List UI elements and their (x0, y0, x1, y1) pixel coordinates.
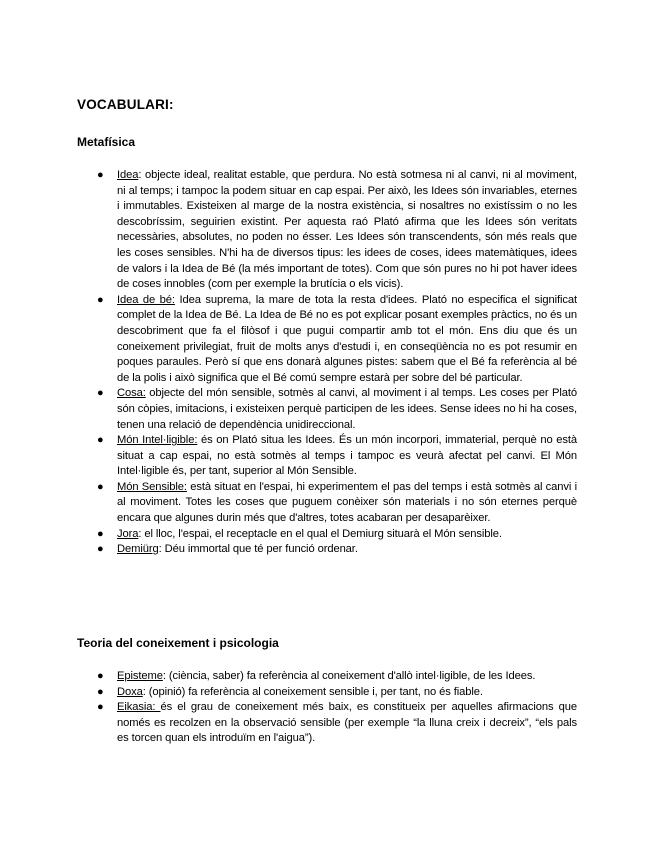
list-item (97, 669, 577, 685)
term: Episteme (117, 670, 163, 682)
list-item (97, 386, 577, 433)
definition: està situat en l'espai, hi experimentem el pas del temps i està sotmès al canvi i al moviment. Totes les coses que puguem conèixer són materials i no són eternes perquè encara que algunes durin més que d'altres, totes acabaran per desaparèixer. (117, 480, 577, 525)
definition: : objecte ideal, realitat estable, que perdura. No està sotmesa ni al canvi, ni al moviment, ni al temps; i tampoc la podem situar en cap espai. Per això, les Idees són invariables, eternes i immutables. Existeixen al marge de la nostra existència, si nosaltres no existíssim o no les descobríssim, seguirien existint. Per aquesta raó Plató afirma que les Idees són veritats necessàries, absolutes, no poden no ésser. Les Idees són transcendents, són més reals que les coses sensibles. N'hi ha de diversos tipus: les idees de coses, idees matemàtiques, idees de valors i la Idea de Bé (la més important de totes). Com que són pures no hi pot haver idees de coses innobles (com per exemple la brutícia o els vicis). (117, 169, 577, 291)
term: Demiürg (117, 543, 159, 556)
list-item (97, 433, 577, 480)
term: Cosa: (117, 387, 146, 400)
definition: : (ciència, saber) fa referència al coneixement d'allò intel·ligible, de les Idees. (162, 670, 536, 682)
definition: : (opinió) fa referència al coneixement sensible i, per tant, no és fiable. (142, 685, 483, 698)
term: Jora (117, 527, 139, 540)
document-title: VOCABULARI: (77, 97, 174, 112)
bullet-icon: ● (97, 293, 104, 306)
section-heading-coneixement: Teoria del coneixement i psicologia (77, 636, 279, 650)
bullet-icon: ● (97, 387, 104, 400)
bullet-icon: ● (97, 527, 104, 540)
bullet-icon: ● (97, 434, 104, 447)
list-item (97, 700, 577, 747)
list-item (97, 168, 577, 293)
list-item (97, 527, 577, 543)
definition: Idea suprema, la mare de tota la resta d'idees. Plató no especifica el significat complet de la Idea de Bé. La Idea de Bé no es pot explicar posant exemples pràctics, no és un descobriment que fa el filòsof i que pugui compartir amb tot el món. Ens diu que és un coneixement privilegiat, fruit de molts anys d'estudi i, en conseqüència no es pot resumir en poques paraules. Però sí que ens donarà algunes pistes: sabem que el Bé fa referència al bé de la polis i això significa que el Bé comú sempre estarà per sobre del bé particular. (117, 293, 577, 384)
list-item (97, 542, 577, 558)
definition: objecte del món sensible, sotmès al canvi, al moviment i al temps. Les coses per Plató són còpies, imitacions, i existeixen perquè participen de les idees. Sense idees no hi ha coses, tenen una relació de dependència unidireccional. (117, 387, 577, 431)
definition: és on Plató situa les Idees. És un món incorpori, immaterial, perquè no està situat a cap espai, no està sotmès al temps i tampoc es veurà afectat pel canvi. El Món Intel·ligible és, per tant, superior al Món Sensible. (117, 434, 577, 478)
term: Món Sensible: (117, 480, 187, 493)
metafisica-list (97, 168, 577, 558)
bullet-icon: ● (97, 701, 104, 714)
term: Món Intel·ligible: (117, 434, 198, 447)
definition: : Déu immortal que té per funció ordenar. (158, 543, 358, 556)
list-item (97, 685, 577, 701)
coneixement-list (97, 669, 577, 747)
section-heading-metafisica: Metafísica (77, 135, 136, 149)
definition: és el grau de coneixement més baix, es constitueix per aquelles afirmacions que només es recolzen en la observació sensible (per exemple “la lluna creix i decreix”, “els pals es torcen quan els introduïm en l'aigua”). (117, 701, 577, 745)
bullet-icon: ● (97, 670, 104, 682)
term: Doxa (117, 685, 143, 698)
term: Idea de bé: (117, 293, 175, 306)
term: Idea (117, 169, 139, 181)
bullet-icon: ● (97, 685, 104, 698)
bullet-icon: ● (97, 543, 104, 556)
bullet-icon: ● (97, 169, 104, 181)
bullet-icon: ● (97, 480, 104, 493)
term: Eikasia: (117, 701, 161, 714)
definition: : el lloc, l'espai, el receptacle en el qual el Demiurg situarà el Món sensible. (138, 527, 502, 540)
list-item (97, 293, 577, 387)
list-item (97, 480, 577, 527)
